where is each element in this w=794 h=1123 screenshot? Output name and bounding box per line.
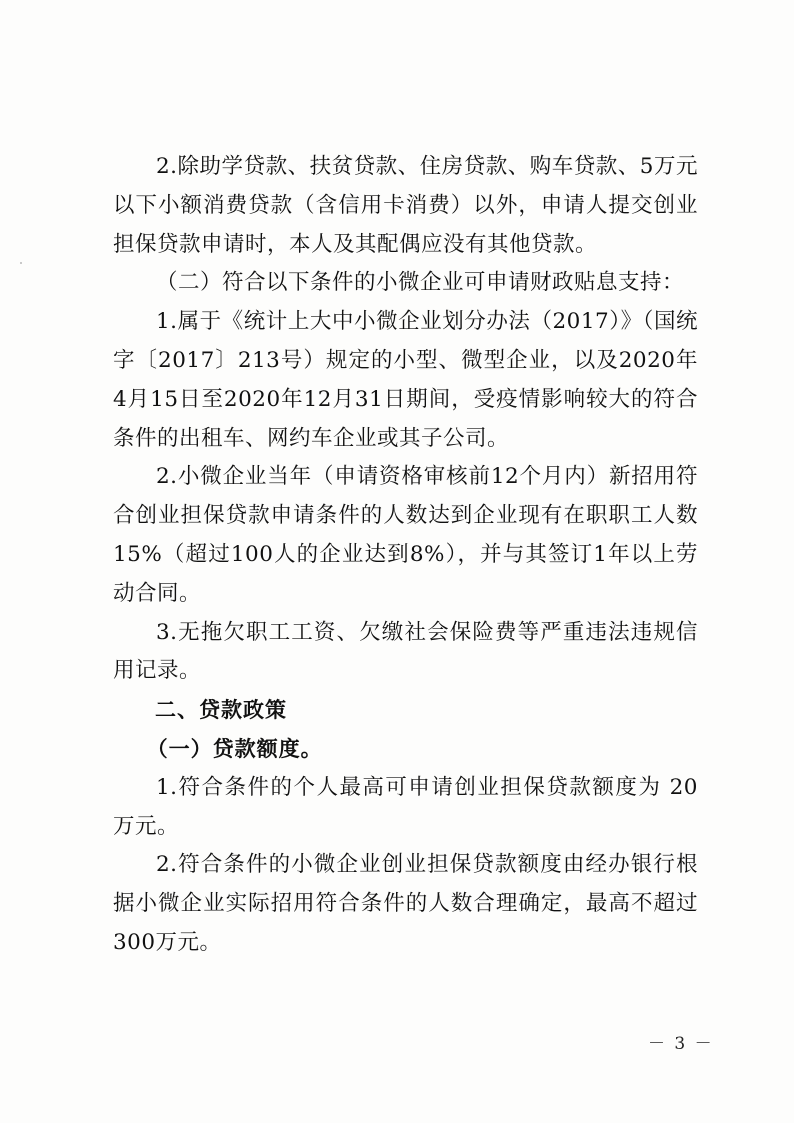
paragraph-enterprise-subsidy-intro: （二）符合以下条件的小微企业可申请财政贴息支持： [156, 270, 685, 296]
paragraph-enterprise-loan-limit: 2.符合条件的小微企业创业担保贷款额度由经办银行根据小微企业实际招用符合条件的人数合理确定，最高不超过 300万元。 [113, 852, 698, 955]
paragraph-loan-condition-2: 2.除助学贷款、扶贫贷款、住房贷款、购车贷款、5万元以下小额消费贷款（含信用卡消费）以外，申请人提交创业担保贷款申请时，本人及其配偶应没有其他贷款。 [113, 154, 698, 257]
page-number: － 3 － [648, 1034, 714, 1054]
section-heading-loan-policy: 二、贷款政策 [155, 698, 287, 723]
paragraph-enterprise-condition-3: 3.无拖欠职工工资、欠缴社会保险费等严重违法违规信用记录。 [113, 619, 698, 684]
paragraph-individual-loan-limit: 1.符合条件的个人最高可申请创业担保贷款额度为 20 万元。 [113, 774, 698, 839]
subsection-heading-loan-amount: （一）贷款额度。 [146, 736, 323, 761]
scan-artifact [20, 262, 22, 264]
document-body [113, 148, 698, 963]
paragraph-enterprise-condition-1: 1.属于《统计上大中小微企业划分办法（2017）》（国统字〔2017〕213号）规定的小型、微型企业，以及2020年4月15日至2020年12月31日期间，受疫情影响较大的符合条件的出租车、网约车企业或其子公司。 [113, 309, 698, 451]
paragraph-enterprise-condition-2: 2.小微企业当年（申请资格审核前12个月内）新招用符合创业担保贷款申请条件的人数达到企业现有在职职工人数15%（超过100人的企业达到8%），并与其签订1年以上劳动合同。 [113, 464, 698, 606]
